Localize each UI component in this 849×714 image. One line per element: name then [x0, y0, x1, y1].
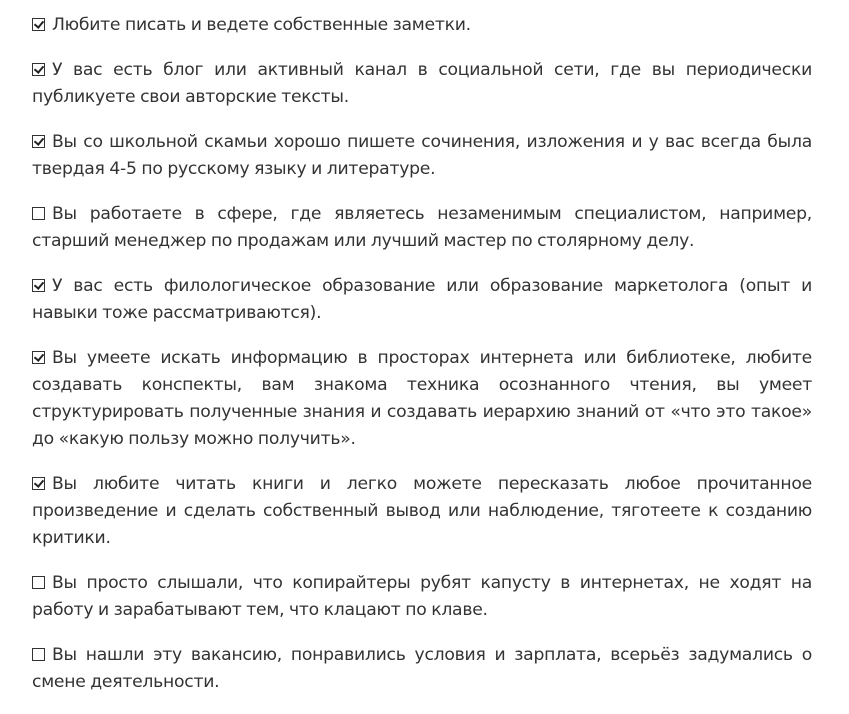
checklist-item-text: Вы со школьной скамьи хорошо пишете сочинения, изложения и у вас всегда была твердая 4-5 по русскому языку и литературе. [32, 132, 812, 179]
checklist-item-text: У вас есть блог или активный канал в социальной сети, где вы периодически публикуете свои авторские тексты. [32, 60, 812, 107]
checklist-item-text: Вы умеете искать информацию в просторах интернета или библиотеке, любите создавать конспекты, вам знакома техника осознанного чтения, вы умеет структурировать полученные знания и создавать иерархию знаний от «что это такое» до «какую пользу можно получить». [32, 348, 812, 449]
checkbox-unchecked-icon [32, 207, 45, 220]
checklist-item [32, 201, 812, 255]
checkbox-checked-icon [32, 18, 45, 31]
checklist-item [32, 471, 812, 552]
checklist-item [32, 570, 812, 624]
checklist-item-text: Вы работаете в сфере, где являетесь незаменимым специалистом, например, старший менеджер по продажам или лучший мастер по столярному делу. [32, 204, 812, 251]
checklist-item-text: У вас есть филологическое образование или образование маркетолога (опыт и навыки тоже рассматриваются). [32, 276, 812, 323]
checkbox-checked-icon [32, 351, 45, 364]
checklist-item [32, 57, 812, 111]
checklist-item [32, 129, 812, 183]
checklist-item [32, 345, 812, 453]
checklist-item [32, 12, 812, 39]
checkbox-checked-icon [32, 63, 45, 76]
checkbox-checked-icon [32, 135, 45, 148]
checklist [32, 12, 812, 714]
checklist-item-text: Вы любите читать книги и легко можете пересказать любое прочитанное произведение и сделать собственный вывод или наблюдение, тяготеете к созданию критики. [32, 474, 812, 548]
checkbox-unchecked-icon [32, 648, 45, 661]
checkbox-checked-icon [32, 477, 45, 490]
checkbox-unchecked-icon [32, 576, 45, 589]
checklist-item-text: Вы просто слышали, что копирайтеры рубят капусту в интернетах, не ходят на работу и зарабатывают тем, что клацают по клаве. [32, 573, 812, 620]
checklist-item-text: Любите писать и ведете собственные заметки. [52, 15, 471, 35]
checklist-item [32, 273, 812, 327]
checkbox-checked-icon [32, 279, 45, 292]
checklist-item [32, 642, 812, 696]
checklist-item-text: Вы нашли эту вакансию, понравились условия и зарплата, всерьёз задумались о смене деятельности. [32, 645, 812, 692]
